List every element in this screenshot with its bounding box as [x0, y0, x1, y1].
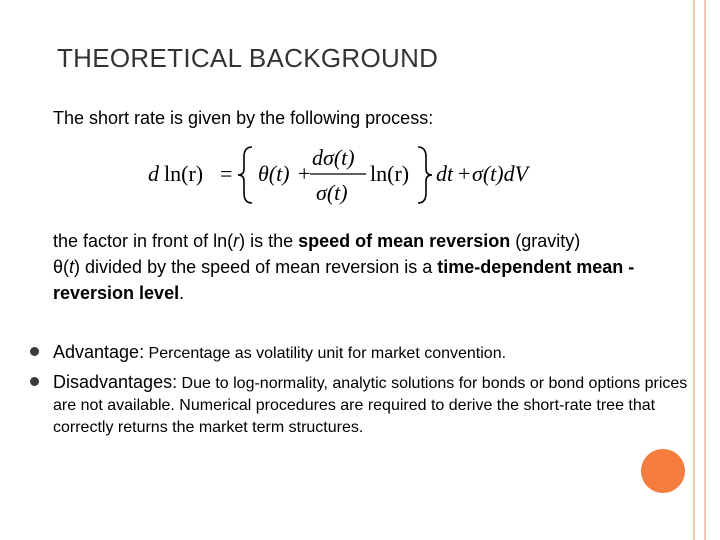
formula-numerator: dσ(t) — [312, 145, 355, 170]
frame-line-right — [704, 0, 706, 540]
bullet-disadvantages — [30, 371, 700, 439]
formula-ln-r-2: ln(r) — [370, 161, 410, 186]
formula-plus-2: + — [458, 161, 471, 186]
bullet-heading: Advantage: — [53, 342, 145, 362]
formula-plus-1: + — [298, 161, 311, 186]
formula-denominator: σ(t) — [316, 180, 348, 205]
bullet-body: Due to log-normality, analytic solutions for bonds or bond options prices are not available. Numerical procedures are required to derive the short-rate tree that correctly returns the market term structures. — [53, 375, 688, 436]
formula-dt: dt — [436, 161, 454, 186]
slide-title: THEORETICAL BACKGROUND — [57, 43, 439, 73]
formula-d: d — [148, 161, 159, 186]
frame-line-left — [693, 0, 695, 540]
formula-equals: = — [220, 161, 233, 186]
bullet-dot-icon — [30, 347, 39, 356]
bullet-body: Percentage as volatility unit for market convention. — [144, 345, 507, 362]
bullet-dot-icon — [30, 377, 39, 386]
explanation-line-2: θ(t) divided by the speed of mean reversion is a time-dependent mean -reversion level. — [53, 257, 635, 303]
right-brace — [418, 147, 432, 203]
formula-theta: θ(t) — [258, 161, 290, 186]
explanation-line-1: the factor in front of ln(r) is the speed of mean reversion (gravity) — [53, 231, 581, 251]
left-brace — [238, 147, 252, 203]
bullet-heading: Disadvantages: — [53, 372, 178, 392]
short-rate-formula — [148, 143, 548, 207]
formula-sigma-dv: σ(t)dV — [472, 161, 529, 186]
bullet-advantage — [30, 341, 700, 365]
intro-text: The short rate is given by the following process: — [53, 108, 434, 128]
explanation-paragraph — [53, 228, 693, 306]
formula-ln-r: ln(r) — [164, 161, 204, 186]
decorative-circle — [641, 449, 685, 493]
